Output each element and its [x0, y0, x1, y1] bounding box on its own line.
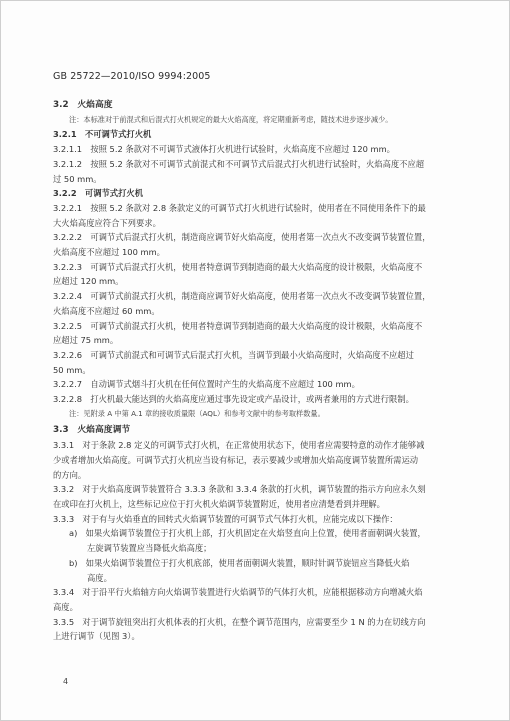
list-item-a-line2: 左旋调节装置应当降低火焰高度； [87, 543, 212, 554]
clause-3-2-2-8: 3.2.2.8 打火机最大能达到的火焰高度应通过事先设定或产品设计，或两者兼用的方式进行限制。 [53, 394, 414, 405]
section-heading-3-2: 3.2 火焰高度 [53, 100, 113, 110]
note-3-2: 注：本标准对于前混式和后混式打火机规定的最大火焰高度，将定期重新考虑，随技术进步逐步减少。 [69, 114, 393, 124]
clause-3-3-3: 3.3.3 对于有与火焰垂直的回转式火焰调节装置的可调节式气体打火机，应能完成以下操作： [53, 513, 398, 524]
subsection-heading-3-2-1: 3.2.1 不可调节式打火机 [53, 129, 152, 140]
clause-3-2-2-6-line2: 50 mm。 [53, 364, 91, 375]
clause-3-2-2-1-line1: 3.2.2.1 按照 5.2 条款对 2.8 条款定义的可调节式打火机进行试验时，使用者在不同使用条件下的最 [53, 202, 426, 213]
list-item-b-line2: 高度。 [87, 572, 112, 583]
clause-3-3-2-line1: 3.3.2 对于火焰高度调节装置符合 3.3.3 条款和 3.3.4 条款的打火机，调节装置的指示方向应永久刻 [53, 484, 426, 495]
standard-number: GB 25722—2010/ISO 9994:2005 [53, 71, 211, 82]
clause-3-3-4-line2: 高度。 [53, 601, 78, 612]
clause-3-2-1-2-line2: 过 50 mm。 [53, 173, 102, 184]
clause-3-2-2-3-line1: 3.2.2.3 可调节式后混式打火机，使用者特意调节到制造商的最大火焰高度的设计极限，火焰高度不 [53, 261, 423, 272]
clause-3-2-2-5-line2: 应超过 75 mm。 [53, 335, 119, 346]
clause-3-2-2-5-line1: 3.2.2.5 可调节式前混式打火机，使用者特意调节到制造商的最大火焰高度的设计极限，火焰高度不 [53, 320, 423, 331]
note-3-2-2-8: 注：见附录 A 中第 A.1 章的接收质量限（AQL）和参考文献中的参考取样数量。 [69, 408, 325, 418]
clause-3-2-2-2-line2: 火焰高度不应超过 100 mm。 [53, 247, 165, 258]
clause-3-3-4-line1: 3.3.4 对于沿平行火焰轴方向火焰调节装置进行火焰调节的气体打火机，应能根据移动方向增减火焰 [53, 587, 423, 598]
clause-3-3-5-line2: 上进行调节（见图 3）。 [53, 631, 140, 642]
subsection-heading-3-2-2: 3.2.2 可调节式打火机 [53, 188, 143, 199]
list-item-a-line1: a) 如果火焰调节装置位于打火机上部，打火机固定在火焰竖直向上位置，使用者面朝调火装置， [69, 528, 426, 539]
clause-3-2-2-1-line2: 大火焰高度应符合下列要求。 [53, 217, 161, 228]
clause-3-3-1-line2: 少或者增加火焰高度。可调节式打火机应当设有标记，表示要减少或增加火焰高度调节装置所需运动 [53, 454, 419, 465]
clause-3-2-2-4-line2: 火焰高度不应超过 60 mm。 [53, 305, 160, 316]
section-heading-3-3: 3.3 火焰高度调节 [53, 425, 131, 436]
clause-3-2-2-7: 3.2.2.7 自动调节式烟斗打火机在任何位置时产生的火焰高度不应超过 100 mm。 [53, 379, 360, 390]
list-item-b-line1: b) 如果火焰调节装置位于打火机底部，使用者面朝调火装置，顺时针调节旋钮应当降低火焰 [69, 557, 410, 568]
clause-3-3-1-line1: 3.3.1 对于条款 2.8 定义的可调节式打火机，在正常使用状态下，使用者应需要特意的动作才能够减 [53, 440, 425, 451]
clause-3-3-1-line3: 的方向。 [53, 469, 87, 480]
page-number: 4 [63, 677, 69, 686]
document-body [53, 96, 471, 644]
clause-3-2-2-4-line1: 3.2.2.4 可调节式前混式打火机，制造商应调节好火焰高度，使用者第一次点火不改变调节装置位置， [53, 291, 431, 302]
clause-3-2-1-1: 3.2.1.1 按照 5.2 条款对不可调节式液体打火机进行试验时，火焰高度不应超过 120 mm。 [53, 144, 395, 155]
clause-3-3-5-line1: 3.3.5 对于调节旋钮突出打火机体表的打火机，在整个调节范围内，应需要至少 1 N 的力在切线方向 [53, 616, 426, 627]
clause-3-2-2-3-line2: 应超过 120 mm。 [53, 276, 124, 287]
clause-3-3-2-line2: 在或印在打火机上，这些标记应位于打火机火焰调节装置附近，使用者应清楚看到并理解。 [53, 498, 385, 509]
clause-3-2-2-2-line1: 3.2.2.2 可调节式后混式打火机，制造商应调节好火焰高度，使用者第一次点火不改变调节装置位置， [53, 232, 431, 243]
clause-3-2-1-2-line1: 3.2.1.2 按照 5.2 条款对不可调节式前混式和不可调节式后混式打火机进行试验时，火焰高度不应超 [53, 158, 425, 169]
clause-3-2-2-6-line1: 3.2.2.6 可调节式前混式和可调节式后混式打火机，当调节到最小火焰高度时，火焰高度不应超过 [53, 349, 414, 360]
